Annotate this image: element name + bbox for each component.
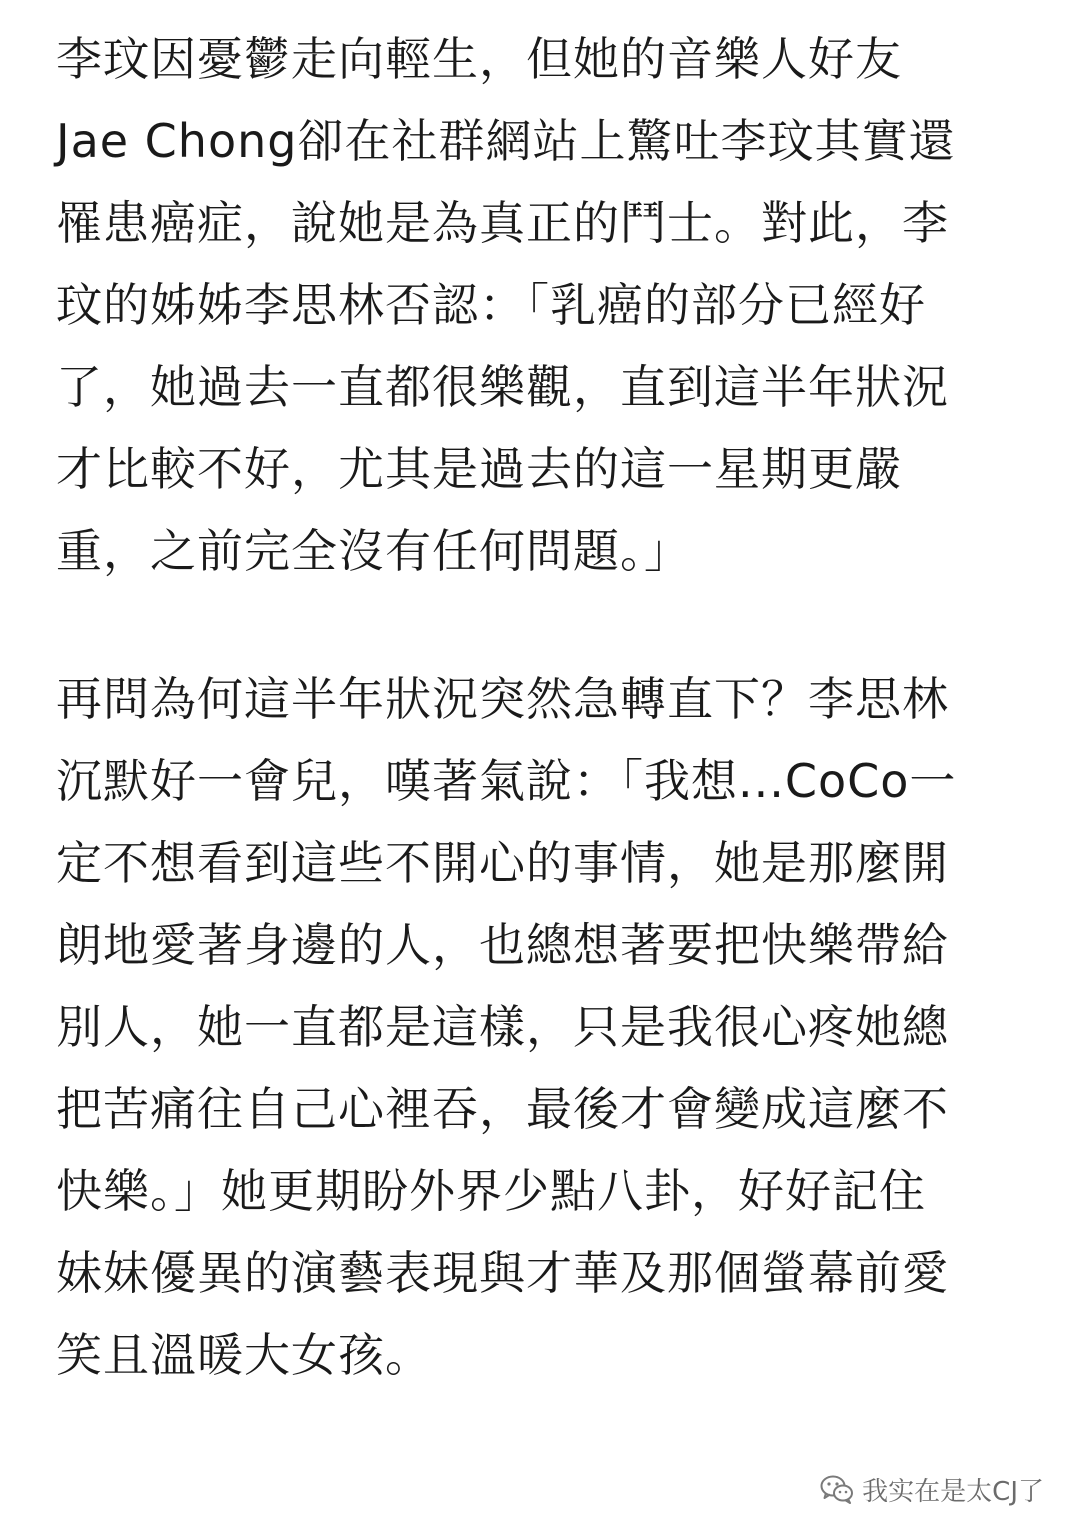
text-line: 重，之前完全沒有任何問題。」 — [56, 524, 691, 578]
text-line: 再問為何這半年狀況突然急轉直下？李思林 — [56, 672, 949, 726]
text-line: 玟的姊姊李思林否認：「乳癌的部分已經好 — [56, 278, 926, 332]
watermark — [820, 1471, 1044, 1507]
text-line: 妹妹優異的演藝表現與才華及那個螢幕前愛 — [56, 1246, 949, 1300]
text-line: 朗地愛著身邊的人，也總想著要把快樂帶給 — [56, 918, 949, 972]
paragraph-2 — [56, 658, 1046, 1396]
text-line: Jae Chong卻在社群網站上驚吐李玟其實還 — [56, 114, 956, 168]
text-line: 定不想看到這些不開心的事情，她是那麼開 — [56, 836, 949, 890]
paragraph-1 — [56, 18, 1046, 592]
text-line: 李玟因憂鬱走向輕生，但她的音樂人好友 — [56, 32, 902, 86]
text-line: 快樂。」她更期盼外界少點八卦，好好記住 — [56, 1164, 926, 1218]
paragraph-spacer — [56, 592, 1046, 658]
article-body — [56, 18, 1046, 1396]
text-line: 別人，她一直都是這樣，只是我很心疼她總 — [56, 1000, 949, 1054]
text-line: 沉默好一會兒，嘆著氣說：「我想...CoCo一 — [56, 754, 957, 808]
text-line: 笑且溫暖大女孩。 — [56, 1328, 432, 1382]
text-line: 罹患癌症，說她是為真正的鬥士。對此，李 — [56, 196, 949, 250]
watermark-text: 我实在是太CJ了 — [862, 1476, 1044, 1507]
text-line: 才比較不好，尤其是過去的這一星期更嚴 — [56, 442, 902, 496]
wechat-icon — [820, 1474, 854, 1504]
text-line: 了，她過去一直都很樂觀，直到這半年狀況 — [56, 360, 949, 414]
text-line: 把苦痛往自己心裡吞，最後才會變成這麼不 — [56, 1082, 949, 1136]
